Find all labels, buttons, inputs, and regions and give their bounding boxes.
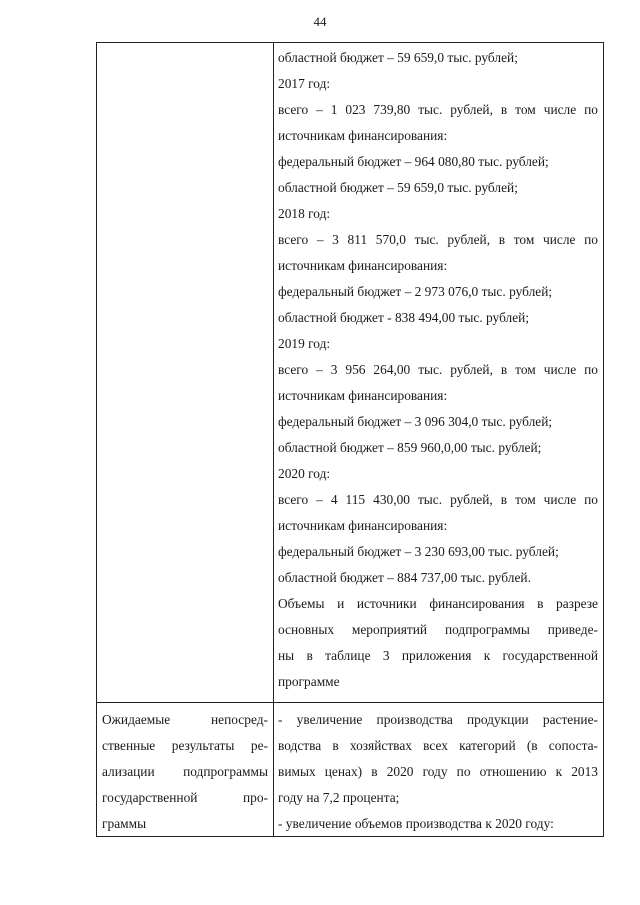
financing-line: областной бюджет – 884 737,00 тыс. рублей. [278, 570, 531, 585]
results-label-line: государственной про- [102, 790, 268, 805]
financing-note-line: Объемы и источники финансирования в разрезе [278, 596, 598, 611]
results-label-cell [102, 707, 268, 837]
financing-note-line: программе [278, 674, 340, 689]
results-label-line: ственные результаты ре- [102, 738, 268, 753]
financing-year: 2017 год: [278, 76, 331, 91]
financing-year: 2018 год: [278, 206, 331, 221]
financing-line: источникам финансирования: [278, 388, 448, 403]
results-value-line: году на 7,2 процента; [278, 790, 400, 805]
results-label-line: Ожидаемые непосред- [102, 712, 268, 727]
financing-line: всего – 3 956 264,00 тыс. рублей, в том числе по [278, 362, 598, 377]
financing-line: источникам финансирования: [278, 518, 448, 533]
results-value-line: - увеличение производства продукции растение- [278, 712, 598, 727]
financing-line: федеральный бюджет – 3 230 693,00 тыс. рублей; [278, 544, 559, 559]
financing-line: федеральный бюджет – 2 973 076,0 тыс. рублей; [278, 284, 553, 299]
financing-line: областной бюджет – 59 659,0 тыс. рублей; [278, 50, 518, 65]
results-label-line: граммы [102, 816, 147, 831]
passport-table [96, 42, 604, 837]
financing-cell [278, 45, 598, 695]
financing-line: всего – 3 811 570,0 тыс. рублей, в том числе по [278, 232, 598, 247]
financing-line: федеральный бюджет – 964 080,80 тыс. рублей; [278, 154, 549, 169]
page-number: 44 [313, 14, 327, 29]
results-value-line: вимых ценах) в 2020 году по отношению к 2013 [278, 764, 598, 779]
results-value-line: - увеличение объемов производства к 2020 году: [278, 816, 554, 831]
financing-note-line: ны в таблице 3 приложения к государственной [278, 648, 598, 663]
results-label-line: ализации подпрограммы [102, 764, 268, 779]
financing-line: областной бюджет – 859 960,0,00 тыс. рублей; [278, 440, 542, 455]
results-value-line: водства в хозяйствах всех категорий (в сопоста- [278, 738, 598, 753]
column-divider [273, 43, 274, 836]
row-divider [97, 702, 603, 703]
financing-year: 2020 год: [278, 466, 331, 481]
financing-year: 2019 год: [278, 336, 331, 351]
financing-line: источникам финансирования: [278, 258, 448, 273]
financing-note-line: основных мероприятий подпрограммы приведе- [278, 622, 598, 637]
financing-line: областной бюджет - 838 494,00 тыс. рублей; [278, 310, 530, 325]
financing-line: источникам финансирования: [278, 128, 448, 143]
financing-line: федеральный бюджет – 3 096 304,0 тыс. рублей; [278, 414, 553, 429]
financing-line: всего – 1 023 739,80 тыс. рублей, в том числе по [278, 102, 598, 117]
financing-line: областной бюджет – 59 659,0 тыс. рублей; [278, 180, 518, 195]
financing-line: всего – 4 115 430,00 тыс. рублей, в том числе по [278, 492, 598, 507]
results-value-cell [278, 707, 598, 837]
